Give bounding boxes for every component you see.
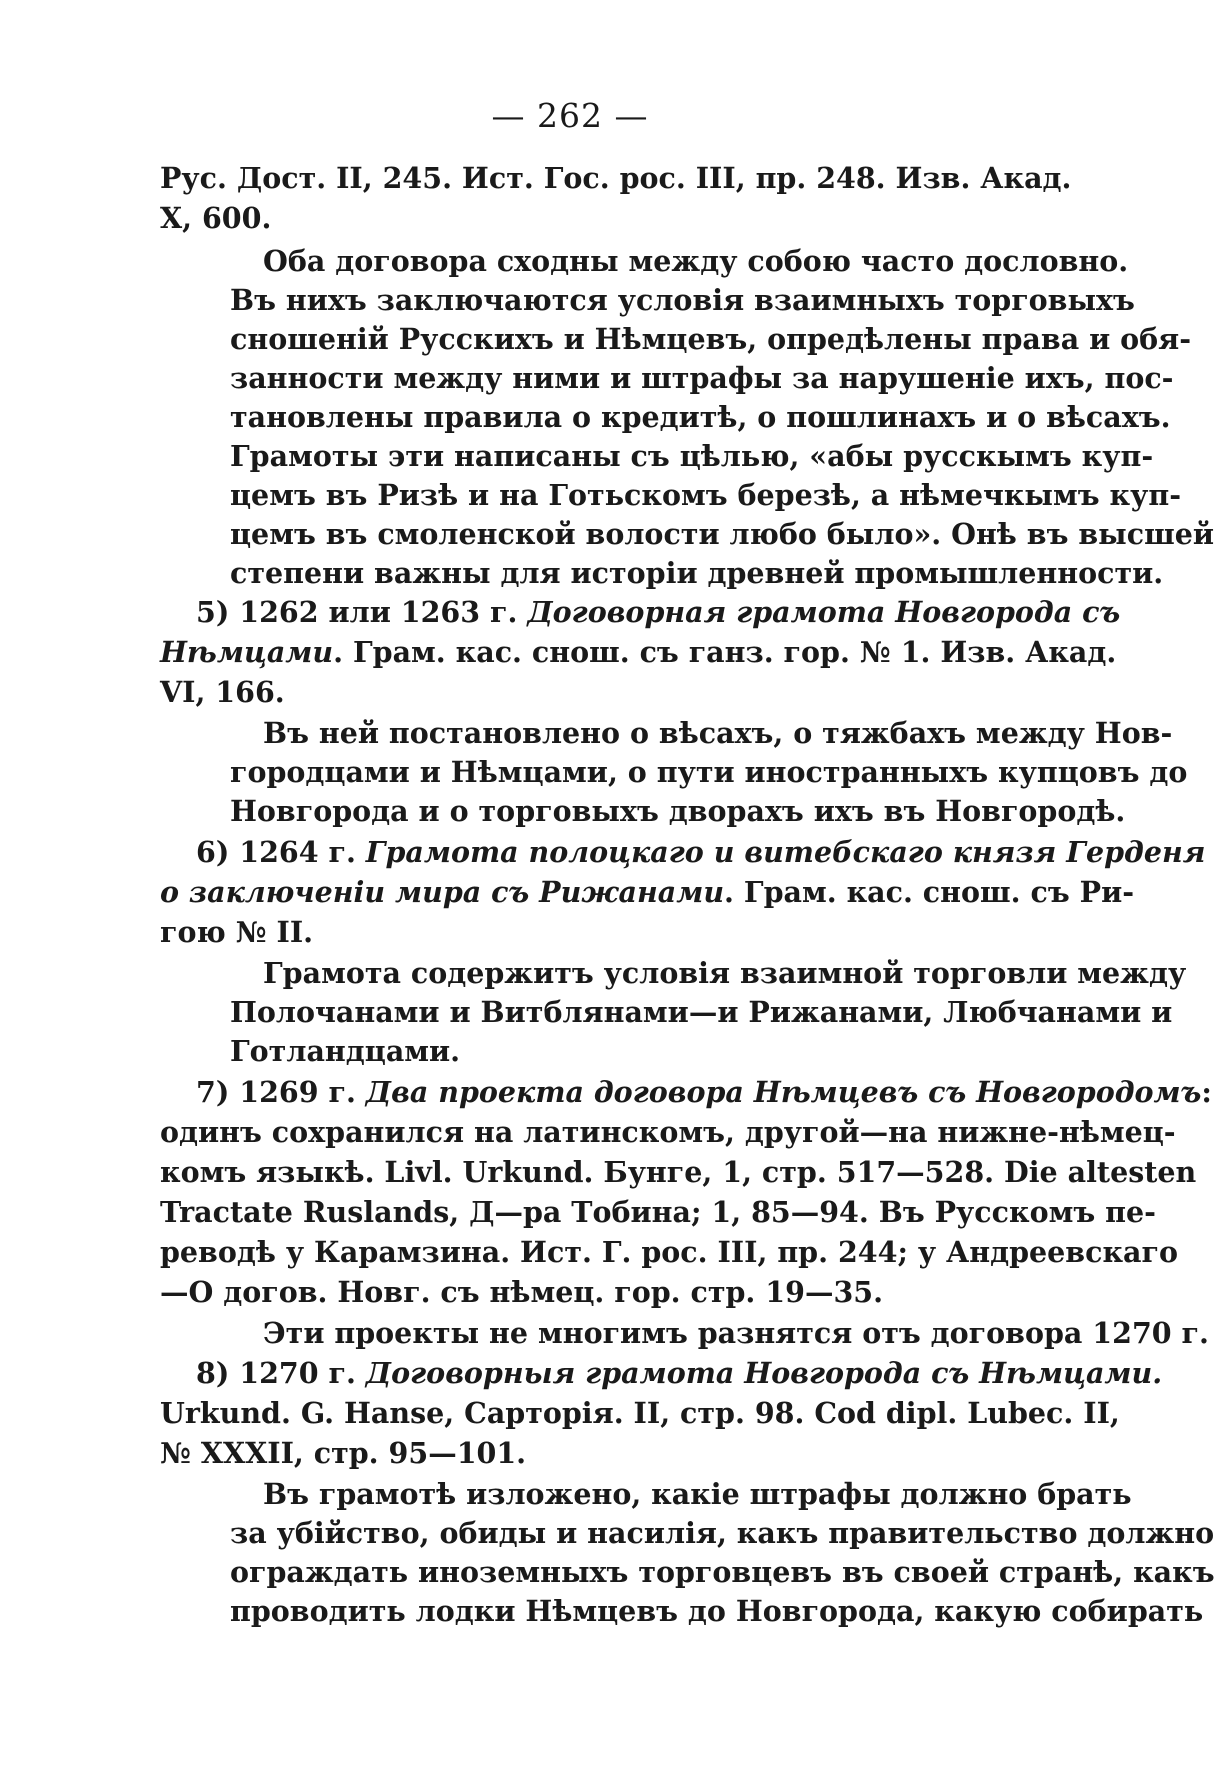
text-line bbox=[230, 1591, 1204, 1631]
text-line bbox=[263, 1313, 1209, 1353]
text-line bbox=[230, 1513, 1215, 1553]
text-segment: : bbox=[1201, 1075, 1212, 1109]
text-line bbox=[230, 553, 1164, 593]
text-line bbox=[263, 953, 1187, 993]
text-line bbox=[160, 1272, 1055, 1312]
text-line bbox=[230, 1552, 1215, 1592]
text-segment: реводѣ у Карамзина. Ист. Г. рос. III, пр. 244; у Андреевскаго bbox=[160, 1235, 1178, 1269]
text-segment: цемъ въ Ризѣ и на Готьскомъ березѣ, а нѣмечкымъ куп- bbox=[230, 478, 1182, 512]
text-segment: Оба договора сходны между собою часто дословно. bbox=[263, 244, 1129, 278]
text-line bbox=[230, 1031, 1055, 1071]
text-segment: Полочанами и Витблянами—и Рижанами, Любчанами и bbox=[230, 995, 1173, 1029]
text-line bbox=[196, 832, 1206, 872]
text-segment: Рус. Дост. II, 245. Ист. Гос. рос. III, пр. 248. Изв. Акад. bbox=[160, 161, 1072, 195]
italic-segment: Нѣмцами bbox=[160, 635, 334, 669]
text-line bbox=[160, 1152, 1197, 1192]
text-segment: 8) 1270 г. bbox=[196, 1356, 366, 1390]
text-segment: Эти проекты не многимъ разнятся отъ договора 1270 г. bbox=[263, 1316, 1209, 1350]
text-line bbox=[160, 872, 1135, 912]
text-segment: 5) 1262 или 1263 г. bbox=[196, 595, 528, 629]
text-line bbox=[160, 198, 1055, 238]
text-line bbox=[160, 912, 1055, 952]
text-segment: тановлены правила о кредитѣ, о пошлинахъ и о вѣсахъ. bbox=[230, 400, 1171, 434]
text-segment: . Грам. кас. снош. съ ганз. гор. № 1. Изв. Акад. bbox=[333, 635, 1117, 669]
italic-segment: Договорная грамота Новгорода съ bbox=[527, 595, 1121, 629]
text-segment: Въ нихъ заключаются условія взаимныхъ торговыхъ bbox=[230, 283, 1135, 317]
text-line bbox=[160, 1192, 1156, 1232]
text-line bbox=[160, 1232, 1178, 1272]
text-segment: Въ ней постановлено о вѣсахъ, о тяжбахъ между Нов- bbox=[263, 716, 1173, 750]
text-segment: № XXXII, стр. 95—101. bbox=[160, 1436, 527, 1470]
text-segment: 7) 1269 г. bbox=[196, 1075, 366, 1109]
text-segment: проводить лодки Нѣмцевъ до Новгорода, какую собирать bbox=[230, 1594, 1204, 1628]
text-line bbox=[263, 1474, 1132, 1514]
text-line bbox=[160, 632, 1117, 672]
text-line bbox=[230, 992, 1173, 1032]
text-line bbox=[196, 1072, 1212, 1112]
text-segment: —О догов. Новг. съ нѣмец. гор. стр. 19—35. bbox=[160, 1275, 884, 1309]
text-segment: степени важны для исторіи древней промышленности. bbox=[230, 556, 1164, 590]
italic-segment: Грамота полоцкаго и витебскаго князя Герденя bbox=[365, 835, 1206, 869]
text-segment: Готландцами. bbox=[230, 1034, 461, 1068]
text-segment: одинъ сохранился на латинскомъ, другой—на нижне-нѣмец- bbox=[160, 1115, 1176, 1149]
text-segment: Грамота содержитъ условія взаимной торговли между bbox=[263, 956, 1187, 990]
text-segment: Новгорода и о торговыхъ дворахъ ихъ въ Новгородѣ. bbox=[230, 794, 1126, 828]
text-line bbox=[263, 713, 1173, 753]
text-line bbox=[160, 1112, 1176, 1152]
italic-segment: о заключеніи мира съ Рижанами bbox=[160, 875, 725, 909]
text-line bbox=[230, 752, 1188, 792]
text-line bbox=[160, 1393, 1120, 1433]
text-line bbox=[230, 358, 1174, 398]
text-segment: занности между ними и штрафы за нарушеніе ихъ, пос- bbox=[230, 361, 1174, 395]
text-segment: сношеній Русскихъ и Нѣмцевъ, опредѣлены права и обя- bbox=[230, 322, 1192, 356]
page-number: — 262 — bbox=[491, 96, 649, 135]
text-segment: Tractate Ruslands, Д—ра Тобина; 1, 85—94. Въ Русскомъ пе- bbox=[160, 1195, 1156, 1229]
text-line bbox=[160, 1433, 1055, 1473]
text-line bbox=[230, 791, 1126, 831]
text-line bbox=[160, 672, 1055, 712]
text-line bbox=[230, 436, 1154, 476]
text-segment: VI, 166. bbox=[160, 675, 285, 709]
text-segment: 6) 1264 г. bbox=[196, 835, 366, 869]
text-segment: X, 600. bbox=[160, 201, 272, 235]
text-line bbox=[263, 241, 1129, 281]
text-segment: Въ грамотѣ изложено, какіе штрафы должно брать bbox=[263, 1477, 1132, 1511]
text-segment: ограждать иноземныхъ торговцевъ въ своей странѣ, какъ bbox=[230, 1555, 1215, 1589]
text-line bbox=[230, 475, 1182, 515]
text-segment: комъ языкѣ. Livl. Urkund. Бунге, 1, стр. 517—528. Die altesten bbox=[160, 1155, 1197, 1189]
italic-segment: Договорныя грамота Новгорода съ Нѣмцами. bbox=[365, 1356, 1163, 1390]
text-segment: Urkund. G. Hanse, Сарторія. II, стр. 98. Cod dipl. Lubec. II, bbox=[160, 1396, 1120, 1430]
text-line bbox=[230, 319, 1192, 359]
text-segment: цемъ въ смоленской волости любо было». Онѣ въ высшей bbox=[230, 517, 1214, 551]
text-segment: Грамоты эти написаны съ цѣлью, «абы русскымъ куп- bbox=[230, 439, 1154, 473]
text-segment: городцами и Нѣмцами, о пути иностранныхъ купцовъ до bbox=[230, 755, 1188, 789]
text-line bbox=[230, 397, 1171, 437]
text-line bbox=[230, 280, 1135, 320]
text-line bbox=[196, 1353, 1163, 1393]
text-line bbox=[160, 158, 1072, 198]
text-line bbox=[230, 514, 1214, 554]
text-line bbox=[196, 592, 1121, 632]
italic-segment: Два проекта договора Нѣмцевъ съ Новгородомъ bbox=[365, 1075, 1202, 1109]
text-segment: . Грам. кас. снош. съ Ри- bbox=[724, 875, 1135, 909]
text-segment: гою № II. bbox=[160, 915, 314, 949]
text-segment: за убійство, обиды и насилія, какъ правительство должно bbox=[230, 1516, 1215, 1550]
